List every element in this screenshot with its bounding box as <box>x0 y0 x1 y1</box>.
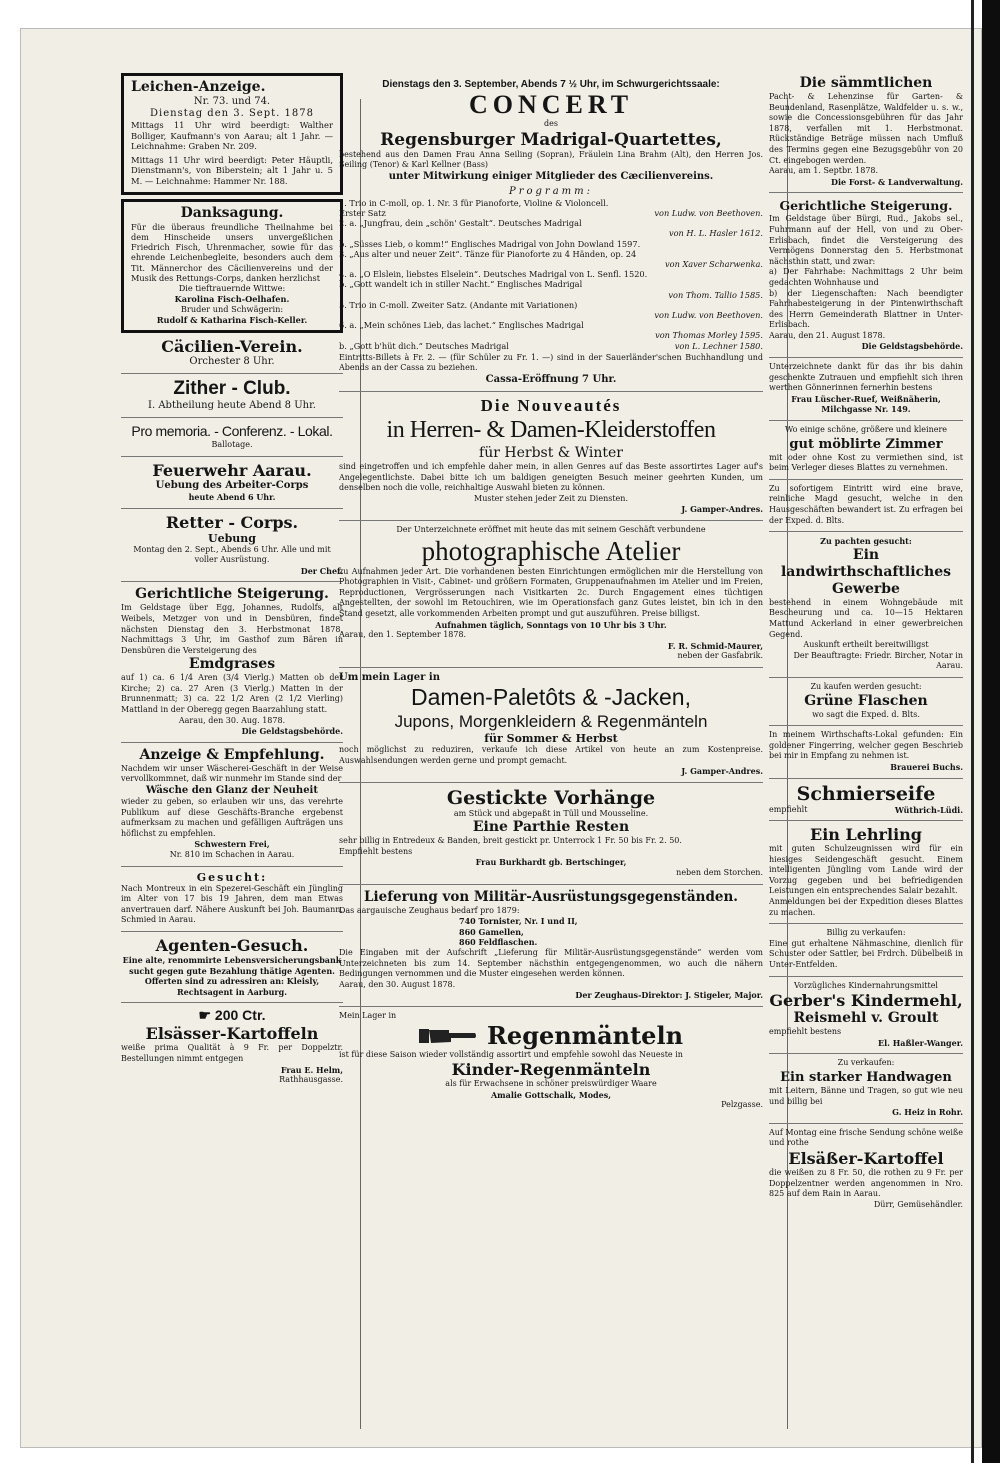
zimmer-text2: mit oder ohne Kost zu vermiethen sind, ist beim Verleger dieses Blattes zu vernehmen. <box>769 452 963 473</box>
militaer-ad <box>339 885 763 1007</box>
program-item-right: von Ludw. von Beethoven. <box>654 207 763 218</box>
zimmer-text: Wo einige schöne, größere und kleinere <box>784 425 948 435</box>
kartoffel-head: ☛ 200 Ctr. <box>198 1007 266 1024</box>
program-item-left: 6. a. „Mein schönes Lieb, das lachet.“ Englisches Madrigal <box>339 320 584 331</box>
thanks-notice <box>121 199 343 334</box>
vorhaenge-title: Gestickte Vorhänge <box>446 786 656 809</box>
photo-hours: Aufnahmen täglich, Sonntags von 10 Uhr bis 3 Uhr. <box>435 619 667 630</box>
nouveautes-big: in Herren- & Damen-Kleiderstoffen <box>386 417 716 444</box>
program-list <box>339 198 763 351</box>
program-item <box>339 218 763 228</box>
handwagen-ad <box>769 1054 963 1123</box>
pacht-ad <box>769 71 963 193</box>
agenten-text: Eine alte, renommirte Lebensversicherungsbank sucht gegen gute Bezahlung thätige Agenten. Offerten sind zu adressiren an: Kleisly, Rechtsagent in Aarburg. <box>122 954 342 997</box>
naehmaschine-ad <box>769 924 963 976</box>
zither-ad <box>121 374 343 418</box>
concert-cassa: Cassa-Eröffnung 7 Uhr. <box>485 374 617 386</box>
program-item <box>339 300 763 310</box>
funeral-date: Dienstag den 3. Sept. 1878 <box>150 108 314 119</box>
funeral-title: Leichen-Anzeige. <box>131 79 266 95</box>
program-item <box>339 330 763 340</box>
caecilien-text: Orchester 8 Uhr. <box>189 356 275 368</box>
militaer-text: Das aargauische Zeughaus bedarf pro 1879: <box>339 905 520 915</box>
kartoffel-ad <box>121 1003 343 1090</box>
paletots-intro: Um mein Lager in <box>339 671 440 683</box>
caecilien-ad <box>121 333 343 374</box>
nouveautes-muster: Muster stehen jeder Zeit zu Diensten. <box>474 493 628 503</box>
column-right <box>769 71 963 1401</box>
paletots-sub: Jupons, Morgenkleidern & Regenmänteln <box>394 711 708 731</box>
retter-sub: Uebung <box>208 531 256 545</box>
program-item <box>339 259 763 269</box>
gesucht-title: Gesucht: <box>196 870 268 884</box>
ring-text: In meinem Wirthschafts-Lokal gefunden: Ein goldener Fingerring, welcher gegen Beschrieb bei mir in Empfang zu nehmen ist. <box>769 730 963 761</box>
program-item <box>339 239 763 249</box>
kindermehl-ad <box>769 977 963 1055</box>
program-item-right: von H. L. Hasler 1612. <box>668 228 763 239</box>
retter-title: Retter - Corps. <box>165 512 299 532</box>
nouveautes-ad <box>339 392 763 521</box>
kinder-sign: El. Haßler-Wanger. <box>878 1037 963 1048</box>
steigerung-text: Im Geldstage über Egg, Johannes, Rudolfs, alt Weibels, Metzger von und in Densbüren, findet nächsten Dienstag den 3. Herbstmonat 1878, Nachmittags 3 Uhr, im Gasthof zum Bären in Densbüren die Versteigerung des <box>121 603 343 655</box>
concert-des: des <box>544 119 558 128</box>
steigerung2-title: Gerichtliche Steigerung. <box>779 198 953 214</box>
flaschen-ad <box>769 678 963 726</box>
program-item <box>339 279 763 289</box>
scan-edge <box>971 0 974 1463</box>
program-item-left: 5. Trio in C-moll. Zweiter Satz. (Andante mit Variationen) <box>339 299 578 310</box>
kartoffel-text: weiße prima Qualität à 9 Fr. per Doppelztr. Bestellungen nimmt entgegen <box>121 1043 343 1063</box>
lehrling-text2: Anmeldungen bei der Expedition dieses Blattes zu machen. <box>769 897 963 917</box>
concert-title: CONCERT <box>468 90 634 119</box>
retter-sign: Der Chef. <box>300 565 343 576</box>
pacht-sign: Die Forst- & Landverwaltung. <box>831 176 963 187</box>
program-item-right: von Xaver Scharwenka. <box>665 259 763 269</box>
pachten-ad <box>769 532 963 678</box>
hand-head: Zu verkaufen: <box>837 1058 895 1068</box>
program-item <box>339 290 763 300</box>
thanks-title: Danksagung. <box>180 204 284 221</box>
caecilien-title: Cäcilien-Verein. <box>161 337 303 357</box>
zither-title: Zither - Club. <box>173 378 291 400</box>
regenmaentel-ad <box>339 1007 763 1116</box>
steigerung-text2: auf 1) ca. 6 1/4 Aren (3/4 Vierlg.) Matten ob der Kirche; 2) ca. 27 Aren (3 Vierlg.) Matten in der Brunnenmatt; 3) ca. 22 1/2 Aren (2 1/2 Vierling) Mattland in der Oberegg gegen Baarzahlung statt. <box>121 673 343 715</box>
nouveautes-sub: für Herbst & Winter <box>479 445 623 462</box>
photo-intro: Der Unterzeichnete eröffnet mit heute das mit seinem Geschäft verbundene <box>396 524 706 534</box>
steigerung-date: Aarau, den 30. Aug. 1878. <box>178 715 286 725</box>
pachten-text2: Auskunft ertheilt bereitwilligst <box>803 640 929 650</box>
vorhaenge-sign: Frau Burkhardt gb. Bertschinger, <box>475 857 627 868</box>
naeh-text: Eine gut erhaltene Nähmaschine, dienlich für Schuster oder Sattler, bei Frdrch. Dübelbeiß in Unter-Entfelden. <box>769 938 963 970</box>
seife-ad <box>769 779 963 822</box>
program-item <box>339 198 763 208</box>
concert-members: bestehend aus den Damen Frau Anna Seiling (Sopran), Fräulein Lina Brahm (Alt), den Herren Jos. Seiling (Tenor) & Karl Kellner (Bass) <box>339 149 763 170</box>
concert-tickets: Eintritts-Billets à Fr. 2. — (für Schüler zu Fr. 1. —) sind in der Sauerländer'schen Buchhandlung und Abends an der Cassa zu beziehen. <box>339 352 763 373</box>
lehrling-text: mit guten Schulzeugnissen wird für ein hiesiges Seidengeschäft gesucht. Einem intelligenten Jüngling vom Lande wird der Vorzug gegeben und bei befriedigenden Leistungen ein entsprechendes Salair bezahlt. <box>769 844 963 896</box>
program-item <box>339 269 763 279</box>
vorhaenge-empf: Empfiehlt bestens <box>339 846 413 856</box>
program-item-right: von Ludw. von Beethoven. <box>654 310 763 321</box>
regen-text2: als für Erwachsene in schöner preiswürdiger Waare <box>445 1079 657 1089</box>
pacht-date: Aarau, am 1. Septbr. 1878. <box>769 166 879 176</box>
anzeige-text: Nachdem wir unser Wäscherei-Geschäft in der Weise vervollkommnet, daß wir nunmehr im Stande sind der <box>121 763 343 784</box>
ring-ad <box>769 726 963 778</box>
photo-title: photographische Atelier <box>421 535 681 566</box>
hand-text: mit Leitern, Bänne und Tragen, so gut wie neu und billig bei <box>769 1086 963 1106</box>
photo-ad <box>339 521 763 668</box>
pro-memoria-title: Pro memoria. - Conferenz. - Lokal. <box>131 423 333 440</box>
nouveautes-text: sind eingetroffen und ich empfehle daher mein, in allen Genres auf das Beste assortirtes Lager auf's Angelegentlichste. Dabei bitte ich um baldigen geneigten Besuch meiner geehrten Kunden, um denselben noch die volle, reichhaltige Auswahl bieten zu können. <box>339 462 763 493</box>
elsaesser-ad <box>769 1124 963 1216</box>
feuerwehr-title: Feuerwehr Aarau. <box>152 460 312 480</box>
concert-with: unter Mitwirkung einiger Mitglieder des Cæcilienvereins. <box>388 170 714 182</box>
militaer-items <box>339 916 763 948</box>
pro-memoria-text: Ballotage. <box>211 440 253 450</box>
kinder-title: Gerber's Kindermehl, <box>769 991 963 1011</box>
militaer-item: 740 Tornister, Nr. I und II, <box>459 916 578 927</box>
vorhaenge-text: am Stück und abgepaßt in Tüll und Mousseline. <box>453 808 649 818</box>
pacht-title: Die sämmtlichen <box>799 75 933 91</box>
paletots-title: Damen-Paletôts & -Jacken, <box>411 683 691 710</box>
program-item-right: von Thomas Morley 1595. <box>655 330 763 341</box>
zither-text: I. Abtheilung heute Abend 8 Uhr. <box>148 400 316 412</box>
scan-border <box>982 0 1000 1463</box>
column-left <box>121 71 343 1401</box>
kartoffel-address: Rathhausgasse. <box>279 1075 343 1085</box>
pro-memoria-ad <box>121 418 343 457</box>
feuerwehr-ad <box>121 457 343 509</box>
program-item-left: b. „Gott wandelt ich in stiller Nacht.“ Englisches Madrigal <box>339 279 583 290</box>
ring-sign: Brauerei Buchs. <box>890 761 963 772</box>
funeral-notice <box>121 73 343 195</box>
program-item <box>339 249 763 259</box>
pointing-hand-icon <box>419 1025 477 1047</box>
concert-name: Regensburger Madrigal-Quartettes, <box>380 129 722 150</box>
retter-ad <box>121 509 343 583</box>
flaschen-head: Zu kaufen werden gesucht: <box>810 681 922 691</box>
funeral-entry: Mittags 11 Uhr wird beerdigt: Peter Häuptli, Dienstmann's, von Biberstein; alt 1 Jahr u. 5 M. — Leichnahme: Hammer Nr. 188. <box>131 154 333 186</box>
zimmer-ad <box>769 421 963 480</box>
steigerung-sub: Emdgrases <box>188 656 276 673</box>
program-item <box>339 228 763 238</box>
naeh-head: Billig zu verkaufen: <box>826 928 906 938</box>
regen-intro: Mein Lager in <box>339 1011 397 1021</box>
regen-sign: Amalie Gottschalk, Modes, <box>490 1089 612 1100</box>
els-sign: Dürr, Gemüsehändler. <box>873 1199 963 1209</box>
seife-sign: Wüthrich-Lüdi. <box>894 804 963 815</box>
flaschen-title: Grüne Flaschen <box>804 692 928 709</box>
program-item <box>339 341 763 351</box>
steigerung-ad <box>121 582 343 743</box>
paletots-sub2: für Sommer & Herbst <box>484 731 618 745</box>
steigerung2-item-a: a) Der Fahrhabe: Nachmittags 2 Uhr beim gedachten Wohnhause und <box>769 267 963 287</box>
anzeige-address: Nr. 810 im Schachen in Aarau. <box>169 850 295 859</box>
kinder-text: empfiehlt bestens <box>769 1027 842 1037</box>
paletots-text: noch möglichst zu reduziren, verkaufe ich diese Artikel von heute an zum Kostenpreise. Auswahlsendungen werden gerne und prompt gemacht. <box>339 744 763 765</box>
program-item <box>339 310 763 320</box>
anzeige-ad <box>121 743 343 867</box>
program-item-right: von L. Lechner 1580. <box>674 340 763 351</box>
anzeige-text2: wieder zu geben, so erlauben wir uns, das verehrte Publikum auf diese Geschäfts-Branche ergebenst aufmerksam zu machen und gefälligen Aufträgen uns höflichst zu empfehlen. <box>121 797 343 838</box>
anzeige-sign: Schwestern Frei, <box>194 839 270 850</box>
thanks-widow-name: Karolina Fisch-Oelhafen. <box>174 293 290 304</box>
program-item-left: 3. „Aus alter und neuer Zeit“. Tänze für Pianoforte zu 4 Händen, op. 24 <box>339 248 637 259</box>
steigerung-sign: Die Geldstagsbehörde. <box>241 726 343 737</box>
program-item <box>339 208 763 218</box>
kartoffel-sign: Frau E. Helm, <box>280 1064 343 1075</box>
concert-ad <box>339 75 763 392</box>
pachten-text: bestehend in einem Wohngebäude mit Bescheurung und ca. 10—15 Hektaren Mattund Ackerland in einer gewerbreichen Gegend. <box>769 597 963 639</box>
retter-text: Montag den 2. Sept., Abends 6 Uhr. Alle und mit voller Ausrüstung. <box>133 544 331 565</box>
vorhaenge-ad <box>339 783 763 885</box>
vorhaenge-sub: Eine Parthie Resten <box>472 819 630 836</box>
regen-address: Pelzgasse. <box>721 1100 763 1110</box>
column-center <box>339 75 763 1380</box>
pachten-sign: Der Beauftragte: Friedr. Bircher, Notar in Aarau. <box>793 650 963 671</box>
militaer-sign: Der Zeughaus-Direktor: J. Stigeler, Major. <box>575 990 763 1001</box>
program-item-left: Erster Satz <box>339 207 386 218</box>
program-item-left: 2. a. „Jungfrau, dein „schön' Gestalt“. Deutsches Madrigal <box>339 218 582 229</box>
els-text2: die weißen zu 8 Fr. 50, die rothen zu 9 Fr. per Doppelzentner werden angenommen in Nro. 825 auf dem Rain in Aarau. <box>769 1167 963 1199</box>
program-item-right: von Thom. Tallio 1585. <box>668 289 763 300</box>
seife-text: empfiehlt <box>769 804 808 814</box>
regen-sub: Kinder-Regenmänteln <box>451 1060 651 1080</box>
kinder-sub: Reismehl v. Groult <box>793 1010 939 1027</box>
hand-sign: G. Heiz in Rohr. <box>892 1107 963 1118</box>
steigerung2-sign: Die Geldstagsbehörde. <box>861 341 963 352</box>
vorhaenge-address: neben dem Storchen. <box>676 868 763 878</box>
dank-ad <box>769 358 963 421</box>
pachten-head: Zu pachten gesucht: <box>820 536 912 547</box>
kartoffel-title: Elsässer-Kartoffeln <box>145 1024 319 1044</box>
program-item-left: 1. Trio in C-moll, op. 1. Nr. 3 für Pianoforte, Violine & Violoncell. <box>339 197 609 208</box>
anzeige-title: Anzeige & Empfehlung. <box>139 746 325 763</box>
militaer-title: Lieferung von Militär-Ausrüstungsgegenständen. <box>363 888 739 905</box>
kinder-head: Vorzügliches Kindernahrungsmittel <box>794 980 938 990</box>
regen-text: ist für diese Saison wieder vollständig assortirt und empfehle sowohl das Neueste in <box>339 1049 683 1059</box>
program-item-left: b. „Gott b'hüt dich.“ Deutsches Madrigal <box>339 340 509 351</box>
photo-sign: F. R. Schmid-Maurer, <box>667 640 763 651</box>
gesucht-text: Nach Montreux in ein Spezerei-Geschäft ein Jüngling im Alter von 17 bis 19 Jahren, dem man Etwas anvertrauen darf. Nähere Auskunft bei Joh. Baumann, Schmied in Aarau. <box>121 883 343 925</box>
militaer-item: 860 Feldflaschen. <box>459 937 538 948</box>
steigerung2-date: Aarau, den 21. August 1878. <box>769 330 886 340</box>
magd-text: Zu sofortigem Eintritt wird eine brave, reinliche Magd gesucht, welche in den Hausgeschäften bewandert ist. Zu erfragen bei der Exped. d. Blts. <box>769 483 963 525</box>
newspaper-page <box>20 28 982 1448</box>
thanks-brothers-name: Rudolf & Katharina Fisch-Keller. <box>156 314 308 325</box>
thanks-text: Für die überaus freundliche Theilnahme bei dem Hinscheide unsers unvergeßlichen Friedrich Fisch, Uhrenmacher, sowie für das ehrende Leichenbegleite, besonders auch dem Tit. Männerchor des Cäcilienvereins und der Musik des Rettungs-Corps, danken herzlichst <box>131 221 333 284</box>
program-heading: Programm: <box>508 185 593 197</box>
concert-date: Dienstags den 3. September, Abends 7 ½ Uhr, im Schwurgerichtssaale: <box>382 79 720 90</box>
steigerung2-item-b: b) der Liegenschaften: Nach beendigter Fahrhabesteigerung in der Pintenwirthschaft des Herrn Gemeinderath Blattner in Unter-Erlisbach. <box>769 288 963 330</box>
feuerwehr-text: heute Abend 6 Uhr. <box>188 491 276 502</box>
militaer-date: Aarau, den 30. August 1878. <box>339 979 456 989</box>
vorhaenge-text2: sehr billig in Entredeux & Banden, breit gestickt pr. Unterrock 1 Fr. 50 bis Fr. 2. 50. <box>339 836 682 846</box>
agenten-ad <box>121 932 343 1003</box>
pacht-text: Pacht- & Lehenzinse für Garten- & Beundenland, Rasenplätze, Waldfelder u. s. w., sowie die Concessionsgebühren für das Jahr 1878, verfallen mit 1. Herbstmonat. Rückständige Beträge müssen nach Umfluß des Termins gegen eine Bezugsgebühr von 20 Ct. eingebogen werden. <box>769 92 963 165</box>
magd-ad <box>769 480 963 532</box>
program-item-left: 4. a. „O Elslein, liebstes Elselein“. Deutsches Madrigal von L. Senfl. 1520. <box>339 269 648 280</box>
paletots-ad <box>339 668 763 783</box>
photo-address: neben der Gasfabrik. <box>677 651 763 661</box>
militaer-text2: Die Eingaben mit der Aufschrift „Lieferung für Militär-Ausrüstungsgegenstände“ werden vom Unterzeichneten bis zum 14. September nächsthin entgegengenommen, wo auch die nähern Bedingungen vernommen und die Muster eingesehen werden können. <box>339 948 763 979</box>
feuerwehr-sub: Uebung des Arbeiter-Corps <box>155 479 309 491</box>
funeral-entry: Mittags 11 Uhr wird beerdigt: Walther Bolliger, Kaufmann's von Aarau; alt 1 Jahr. — Leichnahme: Graben Nr. 209. <box>131 120 333 152</box>
dank-sign: Frau Lüscher-Ruef, Weißnäherin, Milchgasse Nr. 149. <box>791 393 941 415</box>
program-item <box>339 320 763 330</box>
steigerung-title: Gerichtliche Steigerung. <box>135 586 329 603</box>
paletots-sign: J. Gamper-Andres. <box>681 766 763 777</box>
gesucht-ad <box>121 867 343 932</box>
hand-title: Ein starker Handwagen <box>780 1070 952 1085</box>
thanks-brothers: Bruder und Schwägerin: <box>180 304 284 315</box>
anzeige-sub: Wäsche den Glanz der Neuheit <box>146 785 318 797</box>
steigerung2-text: Im Geldstage über Bürgi, Rud., Jakobs sel., Fuhrmann auf der Hell, von und zu Ober-Erlisbach, findet die Versteigerung des Vermögens Donnerstag den 5. Herbstmonat nächsthin statt, und zwar: <box>769 214 963 266</box>
els-title: Elsäßer-Kartoffel <box>788 1148 944 1168</box>
flaschen-text: wo sagt die Exped. d. Blts. <box>812 709 920 719</box>
steigerung2-ad <box>769 193 963 358</box>
lehrling-ad <box>769 821 963 924</box>
photo-text: zu Aufnahmen jeder Art. Die vorhandenen besten Einrichtungen ermöglichen mir die Herstellung von Photographien in Visit-, Cabinet- und größern Formaten, Gruppenaufnahmen im Atelier und im Freien, Reproductionen, Vergrösserungen nach Visitkarten 2c. Durch Engagement eines tüchtigen Angestellten, der sowohl im Retouchiren, wie im Operationsfach ganz Gutes leistet, bin ich in den Stand gesetzt, alle vorkommenden Arbeiten prompt und gut auszuführen. Preise billigst. <box>339 566 763 618</box>
program-item-left: b. „Süsses Lieb, o komm!“ Englisches Madrigal von John Dowland 1597. <box>339 238 641 249</box>
nouveautes-sign: J. Gamper-Andres. <box>681 504 763 515</box>
militaer-item: 860 Gamellen, <box>459 926 524 937</box>
nouveautes-title: Die Nouveautés <box>480 396 622 416</box>
zimmer-title: gut möblirte Zimmer <box>789 436 943 452</box>
pachten-title: Ein landwirthschaftliches Gewerbe <box>780 546 952 597</box>
lehrling-title: Ein Lehrling <box>810 825 922 845</box>
seife-title: Schmierseife <box>796 782 936 805</box>
dank-text: Unterzeichnete dankt für das ihr bis dahin geschenkte Zutrauen und empfiehlt sich ihren werthen Gönnerinnen fernerhin bestens <box>769 362 963 393</box>
funeral-number: Nr. 73. und 74. <box>193 96 271 107</box>
thanks-widow: Die tieftrauernde Wittwe: <box>178 283 286 294</box>
agenten-title: Agenten-Gesuch. <box>155 935 309 955</box>
regen-title: Regenmänteln <box>486 1020 684 1050</box>
photo-date: Aarau, den 1. September 1878. <box>339 630 467 640</box>
els-text: Auf Montag eine frische Sendung schöne weiße und rothe <box>769 1127 963 1148</box>
